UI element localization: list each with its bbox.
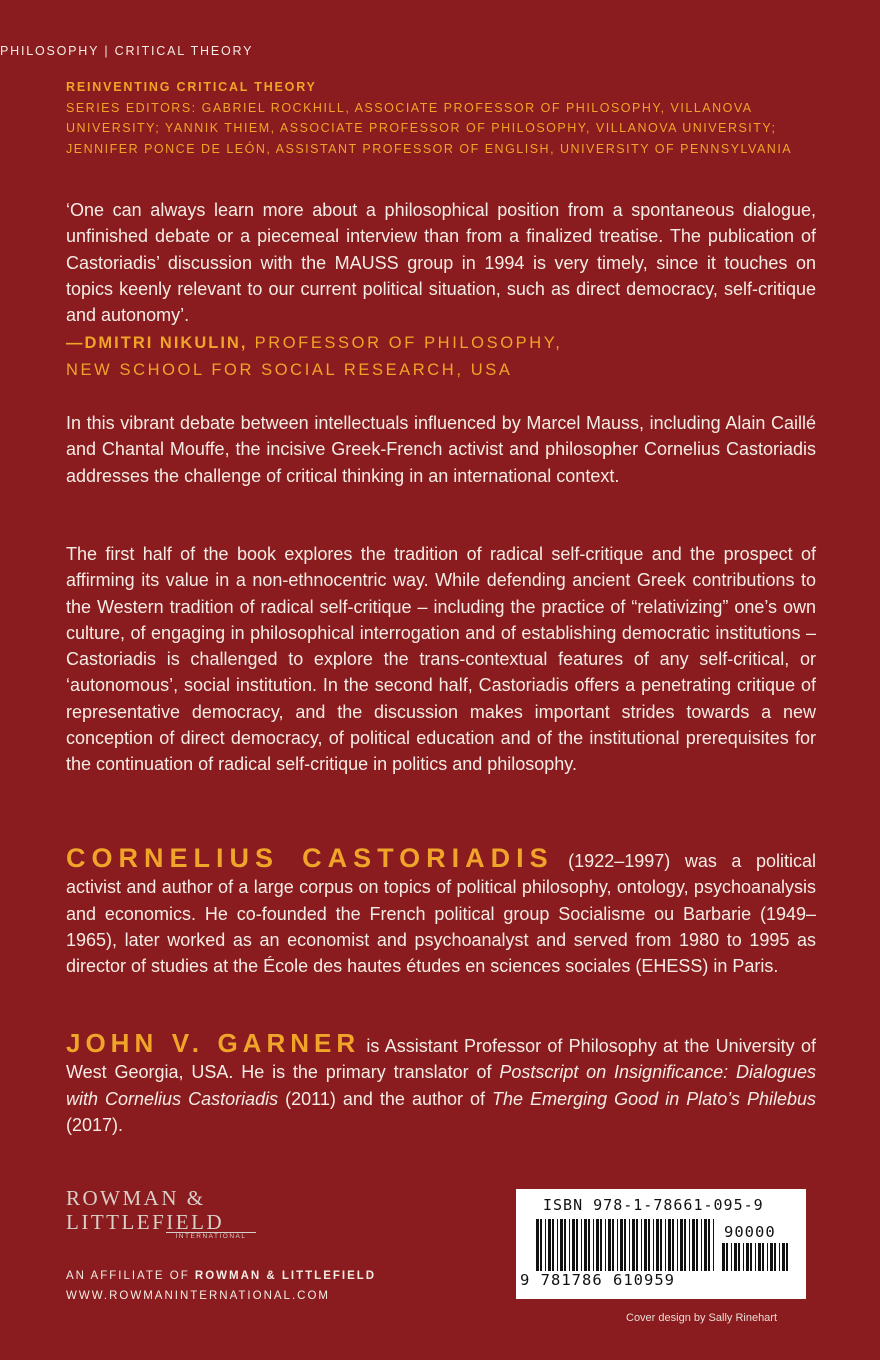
barcode-bar xyxy=(624,1219,626,1271)
barcode-bar xyxy=(576,1219,578,1271)
barcode-bar xyxy=(564,1219,566,1271)
barcode-bar xyxy=(701,1219,702,1271)
barcode-bar xyxy=(786,1243,788,1271)
barcode-bar xyxy=(648,1219,650,1271)
barcode-bar xyxy=(677,1219,678,1271)
translator-bio-text-3: (2017). xyxy=(66,1114,124,1135)
barcode-bar xyxy=(726,1243,728,1271)
barcode-bar xyxy=(560,1219,563,1271)
author-bio xyxy=(66,845,816,979)
barcode-bar xyxy=(584,1219,587,1271)
barcode-price-code: 90000 xyxy=(724,1223,776,1241)
affiliate-name: ROWMAN & LITTLEFIELD xyxy=(194,1270,377,1282)
barcode-bar xyxy=(620,1219,623,1271)
author-bio-text: (1922–1997) was a political activist and author of a large corpus on topics of political philosophy, ontology, psychoanalysis and economics. He co-founded the French political group Socialisme ou Barbarie (1949–1965), later worked as an economist and psychoanalyst and served from 1980 to 1995 as director of studies at the École des hautes études en sciences sociales (EHESS) in Paris. xyxy=(66,851,817,977)
translator-bio-text-1: is Assistant Professor of Philosophy at the University of West Georgia, USA. He is the primary translator of xyxy=(66,1036,816,1083)
series-title: REINVENTING CRITICAL THEORY xyxy=(66,80,317,94)
barcode-bar xyxy=(629,1219,630,1271)
barcode-bar xyxy=(750,1243,752,1271)
barcode-bar xyxy=(774,1243,776,1271)
barcode-bar xyxy=(668,1219,671,1271)
series-editors-line3: JENNIFER PONCE DE LEÓN, ASSISTANT PROFESSOR OF ENGLISH, UNIVERSITY OF PENNSYLVANIA xyxy=(66,141,793,156)
barcode-bar xyxy=(557,1219,558,1271)
barcode-number: 9 781786 610959 xyxy=(520,1271,675,1289)
barcode-bar xyxy=(680,1219,683,1271)
barcode-bar xyxy=(689,1219,690,1271)
barcode-bar xyxy=(600,1219,602,1271)
cover-credit: Cover design by Sally Rinehart xyxy=(626,1312,778,1324)
endorser-name: —DMITRI NIKULIN, xyxy=(66,334,248,352)
publisher-website: WWW.ROWMANINTERNATIONAL.COM xyxy=(66,1290,330,1302)
author-name: CORNELIUS CASTORIADIS xyxy=(66,843,554,873)
barcode-bar xyxy=(696,1219,698,1271)
barcode-bar xyxy=(612,1219,614,1271)
barcode-bar xyxy=(653,1219,654,1271)
endorsement-quote: ‘One can always learn more about a philosophical position from a spontaneous dialogue, unfinished debate or a piecemeal interview than from a finalized treatise. The publication of Castoriadis’ discussion with the MAUSS group in 1994 is very timely, since it touches on topics keenly relevant to our current political situation, such as direct democracy, self-critique and autonomy’. xyxy=(66,200,816,326)
description-paragraph-2: The first half of the book explores the tradition of radical self-critique and the prospect of affirming its value in a non-ethnocentric way. While defending ancient Greek contributions to the Western tradition of radical self-critique – including the practice of “relativizing” one’s own culture, of engaging in philosophical interrogation and of establishing democratic institutions – Castoriadis is challenged to explore the trans-contextual features of any self-critical, or ‘autonomous’, social institution. In the second half, Castoriadis offers a penetrating critique of representative democracy, and the discussion makes important strides towards a new conception of direct democracy, of political education and of the institutional prerequisites for the continuation of radical self-critique in politics and philosophy. xyxy=(66,544,816,775)
barcode-bar xyxy=(593,1219,594,1271)
translator-bio-text-2: (2011) and the author of xyxy=(278,1088,493,1109)
logo-line-2: LITTLEFIELD xyxy=(66,1210,225,1234)
barcode-bar xyxy=(782,1243,785,1271)
barcode-bar xyxy=(746,1243,749,1271)
barcode-bar xyxy=(738,1243,740,1271)
endorser-affiliation-1: PROFESSOR OF PHILOSOPHY, xyxy=(254,334,563,352)
barcode-bar xyxy=(656,1219,659,1271)
endorsement-attribution xyxy=(66,330,816,384)
series-editors-line1: SERIES EDITORS: GABRIEL ROCKHILL, ASSOCIATE PROFESSOR OF PHILOSOPHY, VILLANOVA xyxy=(66,100,753,115)
barcode-bar xyxy=(684,1219,686,1271)
barcode-bar xyxy=(660,1219,662,1271)
barcode-bar xyxy=(596,1219,599,1271)
barcode-bar xyxy=(569,1219,570,1271)
logo-line-1: ROWMAN & xyxy=(66,1186,206,1210)
series-editors-line2: UNIVERSITY; YANNIK THIEM, ASSOCIATE PROFESSOR OF PHILOSOPHY, VILLANOVA UNIVERSITY; xyxy=(66,121,777,135)
barcode-bar xyxy=(672,1219,674,1271)
barcode-bar xyxy=(581,1219,582,1271)
barcode-bar xyxy=(734,1243,737,1271)
barcode-bar xyxy=(708,1219,710,1271)
affiliate-prefix: AN AFFILIATE OF xyxy=(66,1270,195,1282)
book-title-postscript: Postscript on Insignificance: Dialogues with Cornelius Castoriadis xyxy=(66,1062,816,1109)
barcode-bar xyxy=(641,1219,642,1271)
barcode-bar xyxy=(552,1219,554,1271)
barcode-bar xyxy=(605,1219,606,1271)
barcode-bar xyxy=(762,1243,764,1271)
translator-bio xyxy=(66,1030,816,1138)
description-paragraph-1: In this vibrant debate between intellectuals influenced by Marcel Mauss, including Alain Caillé and Chantal Mouffe, the incisive Greek-French activist and philosopher Cornelius Castoriadis addresses the challenge of critical thinking in an international context. xyxy=(66,413,816,486)
book-title-emerging-good: The Emerging Good in Plato’s Philebus xyxy=(492,1088,816,1109)
publisher-logo xyxy=(66,1186,256,1240)
barcode-bar xyxy=(608,1219,611,1271)
barcode-bar xyxy=(692,1219,695,1271)
isbn-barcode xyxy=(516,1189,806,1299)
logo-line-3: INTERNATIONAL xyxy=(166,1232,256,1240)
barcode-bar xyxy=(632,1219,635,1271)
barcode-bar xyxy=(548,1219,551,1271)
barcode-bar xyxy=(540,1219,542,1271)
barcode-addon-bars xyxy=(722,1243,790,1271)
barcode-bar xyxy=(536,1219,539,1271)
barcode-bar xyxy=(770,1243,773,1271)
barcode-bar xyxy=(731,1243,732,1271)
barcode-bar xyxy=(722,1243,725,1271)
barcode-bars xyxy=(536,1219,716,1271)
isbn-text: ISBN 978-1-78661-095-9 xyxy=(543,1196,764,1214)
barcode-bar xyxy=(617,1219,618,1271)
barcode-bar xyxy=(767,1243,768,1271)
barcode-bar xyxy=(758,1243,761,1271)
barcode-bar xyxy=(572,1219,575,1271)
barcode-bar xyxy=(545,1219,546,1271)
category-label: PHILOSOPHY | CRITICAL THEORY xyxy=(0,44,254,58)
barcode-bar xyxy=(755,1243,756,1271)
barcode-bar xyxy=(713,1219,714,1271)
translator-name: JOHN V. GARNER xyxy=(66,1028,361,1058)
barcode-bar xyxy=(588,1219,590,1271)
series-info xyxy=(66,77,816,159)
barcode-bar xyxy=(743,1243,744,1271)
barcode-bar xyxy=(779,1243,780,1271)
barcode-bar xyxy=(704,1219,707,1271)
barcode-bar xyxy=(665,1219,666,1271)
barcode-bar xyxy=(644,1219,647,1271)
barcode-bar xyxy=(636,1219,638,1271)
publisher-affiliate xyxy=(66,1266,376,1306)
endorser-affiliation-2: NEW SCHOOL FOR SOCIAL RESEARCH, USA xyxy=(66,361,513,379)
